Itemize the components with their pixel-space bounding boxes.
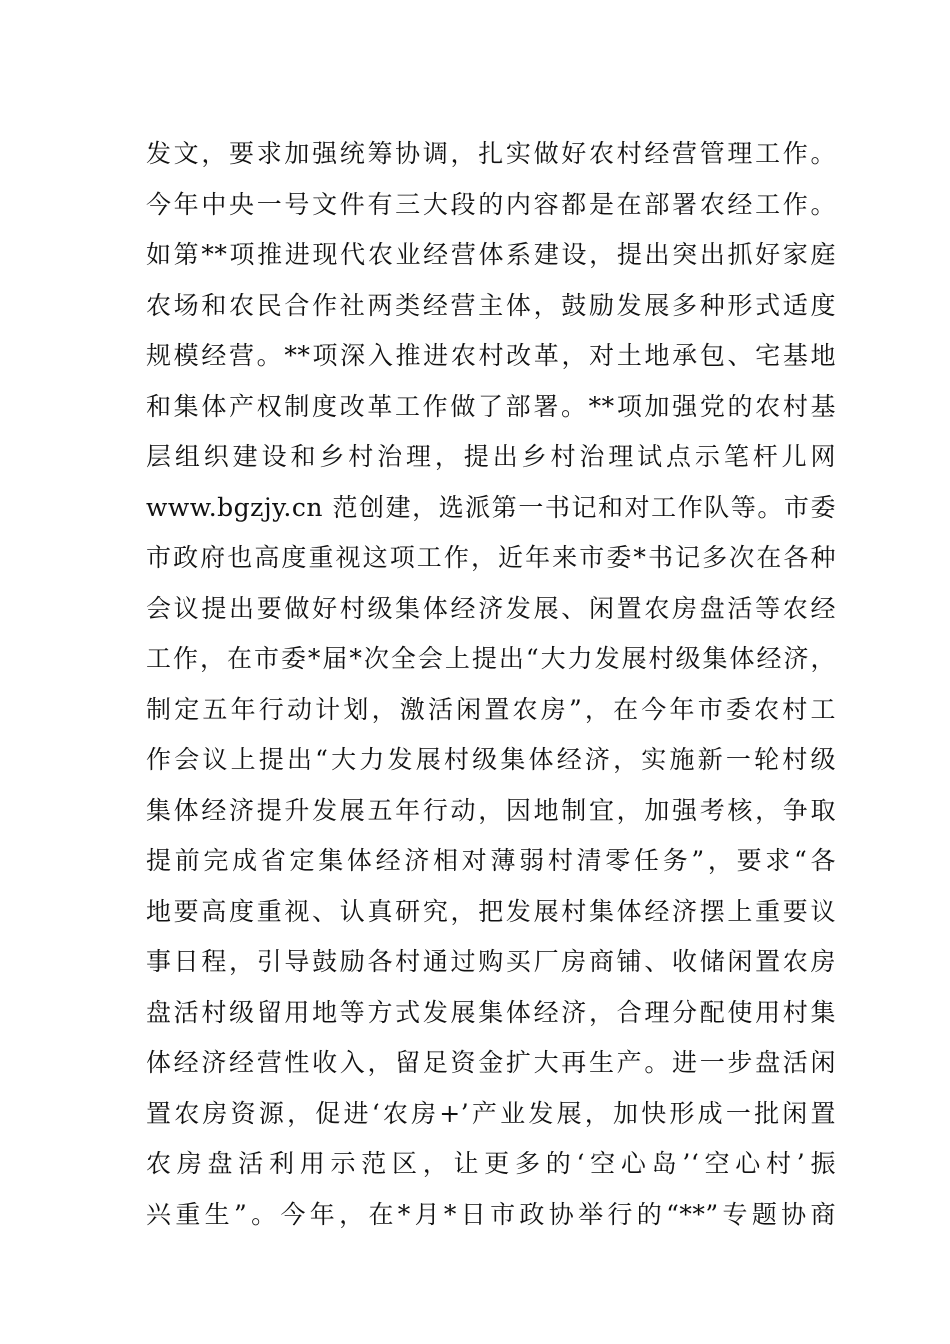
text-line: 盘活村级留用地等方式发展集体经济，合理分配使用村集 bbox=[146, 997, 836, 1027]
text-line: 置农房资源，促进‘农房+’产业发展，加快形成一批闲置 bbox=[146, 1098, 836, 1128]
text-line: 提前完成省定集体经济相对薄弱村清零任务”，要求“各 bbox=[146, 846, 836, 875]
text-line: 体经济经营性收入，留足资金扩大再生产。进一步盘活闲 bbox=[146, 1048, 836, 1077]
text-line: 集体经济提升发展五年行动，因地制宜，加强考核，争取 bbox=[146, 795, 836, 825]
text-line: 事日程，引导鼓励各村通过购买厂房商铺、收储闲置农房 bbox=[146, 947, 836, 976]
text-line: 今年中央一号文件有三大段的内容都是在部署农经工作。 bbox=[146, 189, 836, 219]
text-line: 发文，要求加强统筹协调，扎实做好农村经营管理工作。 bbox=[146, 139, 836, 168]
text-line: 市政府也高度重视这项工作，近年来市委*书记多次在各种 bbox=[146, 543, 836, 572]
text-line: 农场和农民合作社两类经营主体，鼓励发展多种形式适度 bbox=[146, 290, 836, 320]
text-line: 层组织建设和乡村治理，提出乡村治理试点示笔杆儿网 bbox=[146, 442, 836, 471]
text-line: 地要高度重视、认真研究，把发展村集体经济摆上重要议 bbox=[146, 896, 836, 926]
text-line: 规模经营。**项深入推进农村改革，对土地承包、宅基地 bbox=[146, 341, 836, 370]
text-line: 和集体产权制度改革工作做了部署。**项加强党的农村基 bbox=[146, 391, 836, 421]
text-line: 作会议上提出“大力发展村级集体经济，实施新一轮村级 bbox=[146, 745, 836, 774]
text-line: 会议提出要做好村级集体经济发展、闲置农房盘活等农经 bbox=[146, 593, 836, 623]
text-line: 兴重生”。今年，在*月*日市政协举行的“**”专题协商 bbox=[146, 1199, 836, 1229]
text-line: 制定五年行动计划，激活闲置农房”，在今年市委农村工 bbox=[146, 694, 836, 724]
text-line: 如第**项推进现代农业经营体系建设，提出突出抓好家庭 bbox=[146, 240, 836, 269]
text-line: 工作，在市委*届*次全会上提出“大力发展村级集体经济， bbox=[146, 644, 836, 673]
body-paragraph bbox=[146, 129, 836, 1240]
text-line: 农房盘活利用示范区，让更多的‘空心岛’‘空心村’振 bbox=[146, 1149, 836, 1178]
text-line: www.bgzjy.cn 范创建，选派第一书记和对工作队等。市委 bbox=[146, 492, 836, 522]
